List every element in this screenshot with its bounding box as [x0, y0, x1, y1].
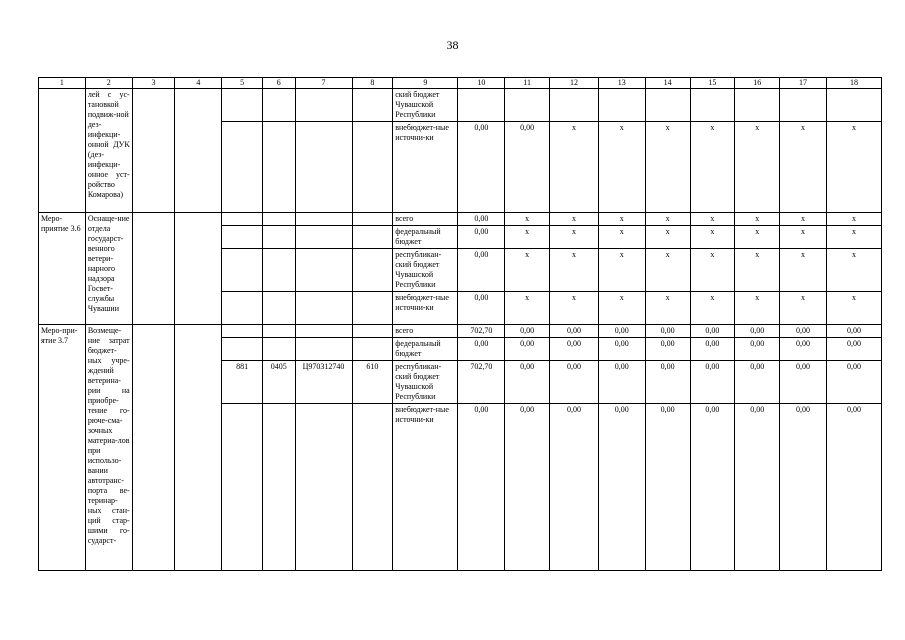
table-cell: x [780, 226, 827, 249]
table-cell: 0,00 [645, 404, 690, 571]
table-cell [352, 249, 393, 292]
table-cell [645, 89, 690, 122]
table-cell: x [735, 122, 780, 213]
table-cell [132, 213, 175, 325]
table-cell: 0,00 [458, 404, 505, 571]
table-cell: x [505, 292, 550, 325]
table-cell: 0,00 [826, 404, 881, 571]
table-cell: 0,00 [780, 361, 827, 404]
table-cell: x [550, 226, 599, 249]
table-cell: x [826, 226, 881, 249]
table-cell [295, 122, 352, 213]
table-cell: 0,00 [826, 361, 881, 404]
column-header: 3 [132, 78, 175, 89]
column-header: 4 [175, 78, 222, 89]
table-cell [295, 325, 352, 338]
table-cell [352, 292, 393, 325]
column-header: 5 [222, 78, 263, 89]
table-cell [262, 292, 295, 325]
table-cell [262, 89, 295, 122]
activity-label: Меро-приятие 3.6 [39, 213, 86, 325]
table-cell: 610 [352, 361, 393, 404]
table-cell: x [780, 249, 827, 292]
column-header: 15 [690, 78, 735, 89]
table-cell: 0,00 [505, 122, 550, 213]
table-cell: x [780, 213, 827, 226]
activity-description: Возмеще-ние затрат бюджет-ных учре-ждений ветерина-рии на приобре-тение го-рюче-сма-зочных материа-лов при использо-вании автотранс-порта ве-теринар-ных стан-ций стар-шими го-сударст- [85, 325, 132, 571]
table-cell: 0,00 [505, 404, 550, 571]
funding-source: федеральный бюджет [393, 226, 458, 249]
table-cell [352, 338, 393, 361]
table-cell: 0,00 [645, 361, 690, 404]
table-cell [690, 89, 735, 122]
table-cell [132, 89, 175, 213]
column-header: 8 [352, 78, 393, 89]
table-cell: x [735, 213, 780, 226]
table-cell: 0,00 [458, 122, 505, 213]
table-cell: x [735, 292, 780, 325]
table-cell: x [690, 292, 735, 325]
funding-source: всего [393, 213, 458, 226]
table-cell [352, 404, 393, 571]
table-cell: 0,00 [735, 325, 780, 338]
table-cell: 0,00 [826, 325, 881, 338]
activity-description: лей с ус-тановкой подвиж-ной дез-инфекци-онной ДУК (дез-инфекци-онное уст-ройство Комарова) [85, 89, 132, 213]
table-cell: 0,00 [735, 361, 780, 404]
table-cell: x [690, 122, 735, 213]
table-cell [550, 89, 599, 122]
table-cell [295, 292, 352, 325]
table-cell [295, 404, 352, 571]
table-cell: 0,00 [735, 404, 780, 571]
funding-source: внебюджет-ные источни-ки [393, 122, 458, 213]
table-cell [262, 338, 295, 361]
table-cell [352, 89, 393, 122]
table-cell [175, 213, 222, 325]
table-cell [295, 338, 352, 361]
table-cell [352, 226, 393, 249]
funding-source: внебюджет-ные источни-ки [393, 404, 458, 571]
table-cell: x [645, 122, 690, 213]
table-cell [295, 89, 352, 122]
table-cell [222, 213, 263, 226]
activity-label-cell [39, 89, 86, 213]
table-cell [295, 249, 352, 292]
table-cell: x [780, 122, 827, 213]
column-header: 18 [826, 78, 881, 89]
table-cell: 0,00 [458, 226, 505, 249]
funding-source: всего [393, 325, 458, 338]
column-header: 1 [39, 78, 86, 89]
table-cell: 0405 [262, 361, 295, 404]
table-cell: 0,00 [598, 338, 645, 361]
table-cell: 0,00 [780, 325, 827, 338]
table-cell: x [645, 292, 690, 325]
table-cell [222, 226, 263, 249]
column-header: 10 [458, 78, 505, 89]
page-number: 38 [446, 38, 459, 52]
table-cell [222, 89, 263, 122]
table-cell: 0,00 [598, 361, 645, 404]
table-cell: 702,70 [458, 361, 505, 404]
table-cell: x [735, 226, 780, 249]
table-cell: 0,00 [598, 404, 645, 571]
table-cell: 702,70 [458, 325, 505, 338]
table-cell: x [826, 249, 881, 292]
table-cell: x [645, 249, 690, 292]
table-cell: x [550, 249, 599, 292]
funding-source: федеральный бюджет [393, 338, 458, 361]
table-cell: 0,00 [826, 338, 881, 361]
table-cell [222, 292, 263, 325]
table-cell: 0,00 [598, 325, 645, 338]
table-cell [222, 122, 263, 213]
funding-source: республикан-ский бюджет Чувашской Республики [393, 249, 458, 292]
table-cell: 0,00 [505, 361, 550, 404]
table-cell [262, 226, 295, 249]
column-header: 14 [645, 78, 690, 89]
table-cell: x [550, 213, 599, 226]
table-cell: x [826, 292, 881, 325]
table-cell: x [550, 292, 599, 325]
table-cell: 0,00 [735, 338, 780, 361]
table-cell: x [735, 249, 780, 292]
table-cell: x [598, 226, 645, 249]
table-cell [295, 226, 352, 249]
table-cell: 0,00 [505, 338, 550, 361]
table-cell: x [826, 213, 881, 226]
table-cell [222, 249, 263, 292]
table-cell: 0,00 [550, 361, 599, 404]
table-cell [222, 338, 263, 361]
table-cell [352, 325, 393, 338]
table-cell: x [505, 213, 550, 226]
table-cell [598, 89, 645, 122]
table-row [39, 325, 882, 338]
activity-description: Оснаще-ние отдела государст-венного ветери-нарного надзора Госвет-службы Чувашии [85, 213, 132, 325]
table-cell: 0,00 [550, 325, 599, 338]
column-header: 16 [735, 78, 780, 89]
table-cell: x [780, 292, 827, 325]
column-header: 9 [393, 78, 458, 89]
column-header: 6 [262, 78, 295, 89]
table-cell: x [505, 226, 550, 249]
table-cell [262, 249, 295, 292]
table-cell: x [645, 213, 690, 226]
table-cell [262, 122, 295, 213]
table-cell [175, 89, 222, 213]
table-cell: 0,00 [458, 213, 505, 226]
table-cell: 0,00 [645, 338, 690, 361]
funding-source: внебюджет-ные источни-ки [393, 292, 458, 325]
column-header: 12 [550, 78, 599, 89]
table-cell: 0,00 [690, 325, 735, 338]
column-header: 13 [598, 78, 645, 89]
table-cell [175, 325, 222, 571]
budget-table [38, 77, 882, 571]
table-cell: x [690, 226, 735, 249]
table-cell: 0,00 [458, 292, 505, 325]
table-cell: 0,00 [780, 404, 827, 571]
table-cell: 0,00 [690, 361, 735, 404]
table-cell [295, 213, 352, 226]
table-cell: 0,00 [780, 338, 827, 361]
column-header: 17 [780, 78, 827, 89]
table-row [39, 89, 882, 122]
column-header: 11 [505, 78, 550, 89]
activity-label: Меро-при-ятие 3.7 [39, 325, 86, 571]
table-cell [780, 89, 827, 122]
table-cell: x [598, 213, 645, 226]
table-cell: x [598, 292, 645, 325]
table-cell: 0,00 [458, 338, 505, 361]
table-cell [262, 404, 295, 571]
funding-source: ский бюджет Чувашской Республики [393, 89, 458, 122]
table-cell [262, 325, 295, 338]
table-cell: 0,00 [550, 338, 599, 361]
table-cell [222, 325, 263, 338]
table-cell: 0,00 [690, 404, 735, 571]
table-cell [352, 213, 393, 226]
table-cell: x [550, 122, 599, 213]
table-cell: 881 [222, 361, 263, 404]
table-cell: 0,00 [458, 249, 505, 292]
table-cell [132, 325, 175, 571]
table-cell [352, 122, 393, 213]
table-cell: 0,00 [645, 325, 690, 338]
table-cell: x [690, 213, 735, 226]
table-cell: x [598, 249, 645, 292]
table-cell [826, 89, 881, 122]
table-cell: 0,00 [550, 404, 599, 571]
table-cell: x [598, 122, 645, 213]
column-header-row [39, 78, 882, 89]
table-row [39, 213, 882, 226]
table-cell: x [690, 249, 735, 292]
table-cell: x [645, 226, 690, 249]
column-header: 2 [85, 78, 132, 89]
table-cell [505, 89, 550, 122]
table-cell: 0,00 [690, 338, 735, 361]
column-header: 7 [295, 78, 352, 89]
table-cell [222, 404, 263, 571]
table-cell [735, 89, 780, 122]
table-cell: Ц970312740 [295, 361, 352, 404]
funding-source: республикан-ский бюджет Чувашской Республики [393, 361, 458, 404]
table-cell: x [826, 122, 881, 213]
table-cell [262, 213, 295, 226]
table-cell: 0,00 [505, 325, 550, 338]
table-cell [458, 89, 505, 122]
table-cell: x [505, 249, 550, 292]
